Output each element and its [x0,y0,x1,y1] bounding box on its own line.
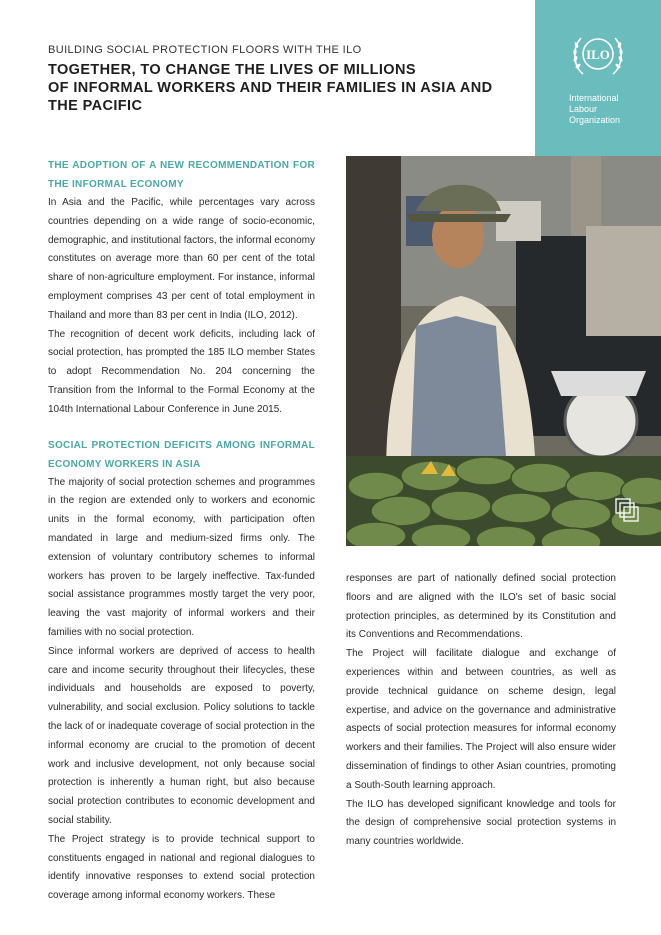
paragraph: Since informal workers are deprived of access to health care and income security throughout their lifecycles, these individuals and households are exposed to poverty, vulnerability, and social exclusion. Policy solutions to tackle the lack of or inadequate coverage of social protection in the informal economy are crucial to the promotion of decent work and inclusive development, not only because social protection is inherently a human right, but also because social protection contributes to economic development and social stability. [48,645,315,826]
logo-line-3: Organization [569,115,621,125]
paragraph: The ILO has developed significant knowledge and tools for the design of comprehensive social protection systems in many countries worldwide. [346,798,616,848]
vendor-photo-illustration [346,156,661,546]
paragraph: In Asia and the Pacific, while percentages vary across countries depending on a wide range of socio-economic, demographic, and institutional factors, the informal economy constitutes on average more than 60 per cent of the total share of non-agriculture employment. For instance, informal employment comprises 43 per cent of total employment in Thailand and more than 83 per cent in India (ILO, 2012). [48,197,315,321]
title-line-2: OF INFORMAL WORKERS AND THEIR FAMILIES IN ASIA AND THE PACIFIC [48,80,493,114]
svg-text:ILO: ILO [586,47,610,62]
right-column [346,570,616,852]
ilo-logo-text [569,93,620,126]
vendor-photo [346,156,661,546]
logo-line-1: International [569,93,619,103]
ilo-logo-box [535,0,661,156]
paragraph: The Project strategy is to provide technical support to constituents engaged in national and regional dialogues to identify innovative responses to extend social protection coverage among informal economy workers. These [48,833,315,902]
page-header [48,44,518,115]
paragraph: The Project will facilitate dialogue and exchange of experiences within and between countries, as well as provide technical guidance on scheme design, legal expertise, and advice on the governance and administrative aspects of social protection measures for informal economy workers and their families. The Project will also ensure wider dissemination of findings to other Asian countries, promoting a South-South learning approach. [346,648,616,791]
ilo-emblem-icon [569,30,627,78]
paragraph: The majority of social protection schemes and programmes in the region are extended only to workers and economic units in the formal economy, with participation often mandated in large and medium-sized firms only. The extension of voluntary contributory schemes to informal workers has proven to be largely ineffective. Tax-funded social assistance programmes mostly target the very poor, leaving the vast majority of informal workers and their families with no social protection. [48,476,315,638]
paragraph: The recognition of decent work deficits, including lack of social protection, has prompted the 185 ILO member States to adopt Recommendation No. 204 concerning the Transition from the Informal to the Formal Economy at the 104th International Labour Conference in June 2015. [48,328,315,415]
paragraph: responses are part of nationally defined social protection floors and are aligned with the ILO's set of basic social protection principles, as determined by its Constitution and its Conventions and Recommendations. [346,573,616,641]
left-column [48,156,315,906]
logo-line-2: Labour [569,104,598,114]
header-kicker: BUILDING SOCIAL PROTECTION FLOORS WITH THE ILO [48,44,362,56]
cube-icon [614,497,640,523]
title-line-1: TOGETHER, TO CHANGE THE LIVES OF MILLIONS [48,62,416,78]
section-heading-adoption: THE ADOPTION OF A NEW RECOMMENDATION FOR THE INFORMAL ECONOMY [48,160,315,190]
page-title [48,61,518,115]
section-heading-deficits: SOCIAL PROTECTION DEFICITS AMONG INFORMAL ECONOMY WORKERS IN ASIA [48,439,315,470]
